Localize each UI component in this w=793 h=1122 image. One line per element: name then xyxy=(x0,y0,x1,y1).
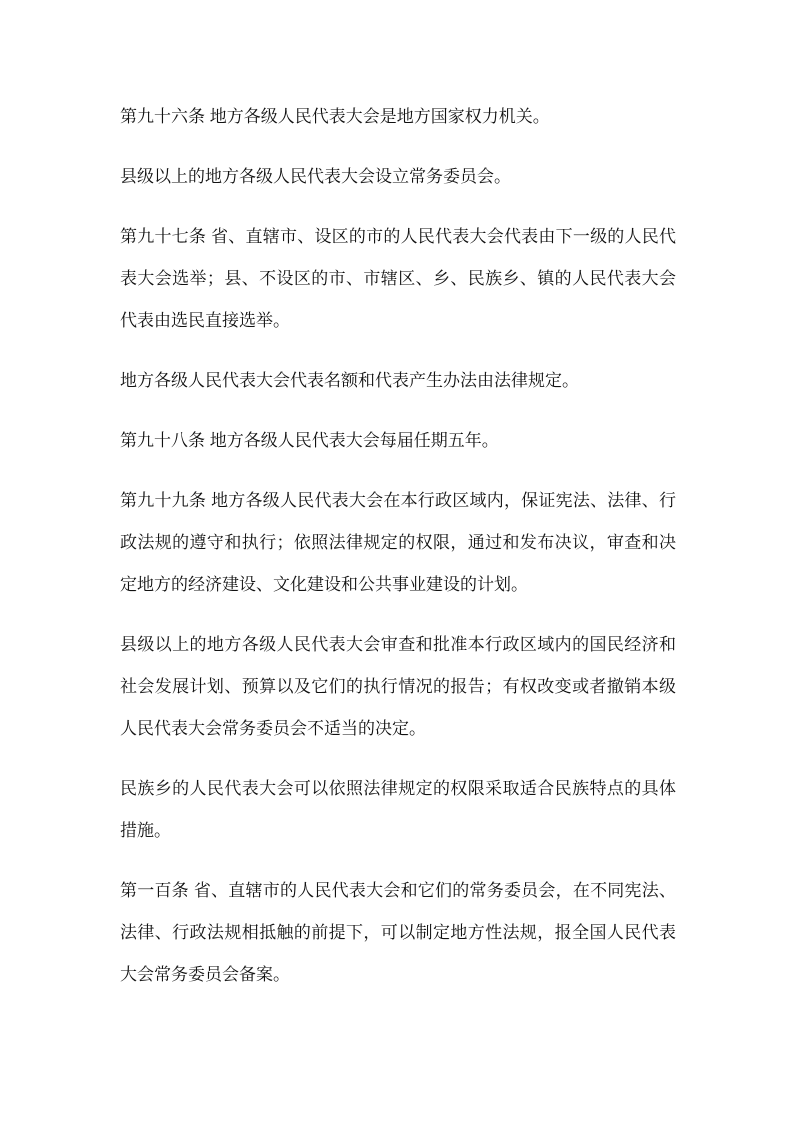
paragraph-article-99: 第九十九条 地方各级人民代表大会在本行政区域内，保证宪法、法律、行政法规的遵守和执行；依照法律规定的权限，通过和发布决议，审查和决定地方的经济建设、文化建设和公共事业建设的计划。 xyxy=(120,491,676,594)
paragraph-article-100: 第一百条 省、直辖市的人民代表大会和它们的常务委员会，在不同宪法、法律、行政法规相抵触的前提下，可以制定地方性法规，报全国人民代表大会常务委员会备案。 xyxy=(120,881,676,984)
paragraph-article-96-clause-2: 县级以上的地方各级人民代表大会设立常务委员会。 xyxy=(120,167,511,186)
paragraph-article-97-clause-2: 地方各级人民代表大会代表名额和代表产生办法由法律规定。 xyxy=(120,371,579,390)
paragraph-article-97: 第九十七条 省、直辖市、设区的市的人民代表大会代表由下一级的人民代表大会选举；县、不设区的市、市辖区、乡、民族乡、镇的人民代表大会代表由选民直接选举。 xyxy=(120,227,676,330)
paragraph-article-99-clause-2: 县级以上的地方各级人民代表大会审查和批准本行政区域内的国民经济和社会发展计划、预算以及它们的执行情况的报告；有权改变或者撤销本级人民代表大会常务委员会不适当的决定。 xyxy=(120,635,676,738)
paragraph-article-96: 第九十六条 地方各级人民代表大会是地方国家权力机关。 xyxy=(120,107,550,126)
paragraph-article-98: 第九十八条 地方各级人民代表大会每届任期五年。 xyxy=(120,431,499,450)
paragraph-article-99-clause-3: 民族乡的人民代表大会可以依照法律规定的权限采取适合民族特点的具体措施。 xyxy=(120,779,676,840)
